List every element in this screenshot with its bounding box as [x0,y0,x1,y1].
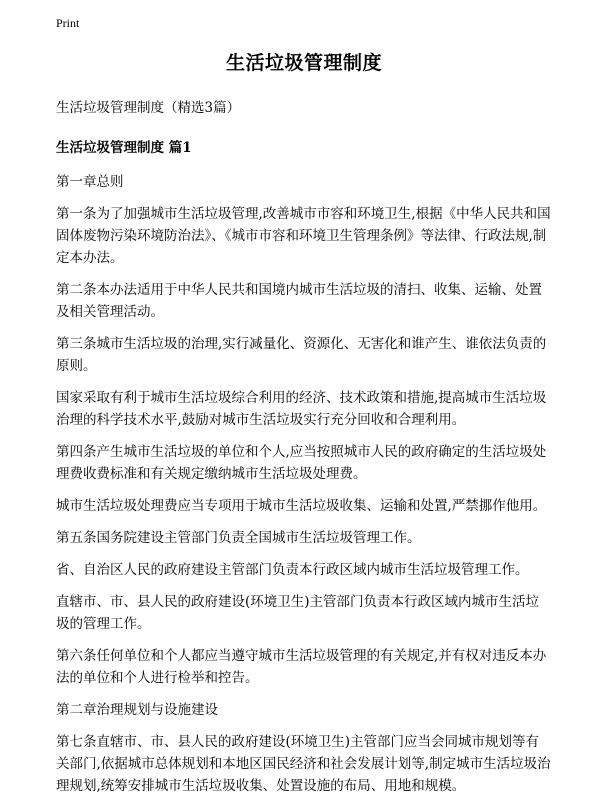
document-title: 生活垃圾管理制度 [225,52,382,74]
paragraph: 直辖市、市、县人民的政府建设(环境卫生)主管部门负责本行政区域内城市生活垃圾的管理工作。 [56,594,540,632]
paragraph: 第一章总则 [56,174,124,190]
paragraph: 国家采取有利于城市生活垃圾综合利用的经济、技术政策和措施,提高城市生活垃圾治理的科学技术水平,鼓励对城市生活垃圾实行充分回收和合理利用。 [56,390,547,428]
section-heading: 生活垃圾管理制度 篇1 [56,140,192,156]
document-subtitle: 生活垃圾管理制度（精选3篇） [56,100,241,116]
paragraph: 第二条本办法适用于中华人民共和国境内城市生活垃圾的清扫、收集、运输、处置及相关管理活动。 [56,282,542,320]
paragraph: 第三条城市生活垃圾的治理,实行减量化、资源化、无害化和谁产生、谁依法负责的原则。 [56,336,547,374]
paragraph: 第七条直辖市、市、县人民的政府建设(环境卫生)主管部门应当会同城市规划等有关部门,依据城市总体规划和本地区国民经济和社会发展计划等,制定城市生活垃圾治理规划,统筹安排城市生活垃圾收集、处置设施的布局、用地和规模。 [56,734,551,794]
paragraph: 第四条产生城市生活垃圾的单位和个人,应当按照城市人民的政府确定的生活垃圾处理费收费标准和有关规定缴纳城市生活垃圾处理费。 [56,444,547,482]
document-page [56,48,552,807]
paragraph: 第二章治理规划与设施建设 [56,702,218,718]
paragraph: 省、自治区人民的政府建设主管部门负责本行政区域内城市生活垃圾管理工作。 [56,562,529,578]
print-link[interactable]: Print [56,16,80,30]
paragraph: 第一条为了加强城市生活垃圾管理,改善城市市容和环境卫生,根据《中华人民共和国固体废物污染环境防治法》、《城市市容和环境卫生管理条例》等法律、行政法规,制定本办法。 [56,206,551,266]
paragraph: 城市生活垃圾处理费应当专项用于城市生活垃圾收集、运输和处置,严禁挪作他用。 [56,498,547,514]
paragraph: 第五条国务院建设主管部门负责全国城市生活垃圾管理工作。 [56,530,421,546]
paragraph: 第六条任何单位和个人都应当遵守城市生活垃圾管理的有关规定,并有权对违反本办法的单位和个人进行检举和控告。 [56,648,547,686]
